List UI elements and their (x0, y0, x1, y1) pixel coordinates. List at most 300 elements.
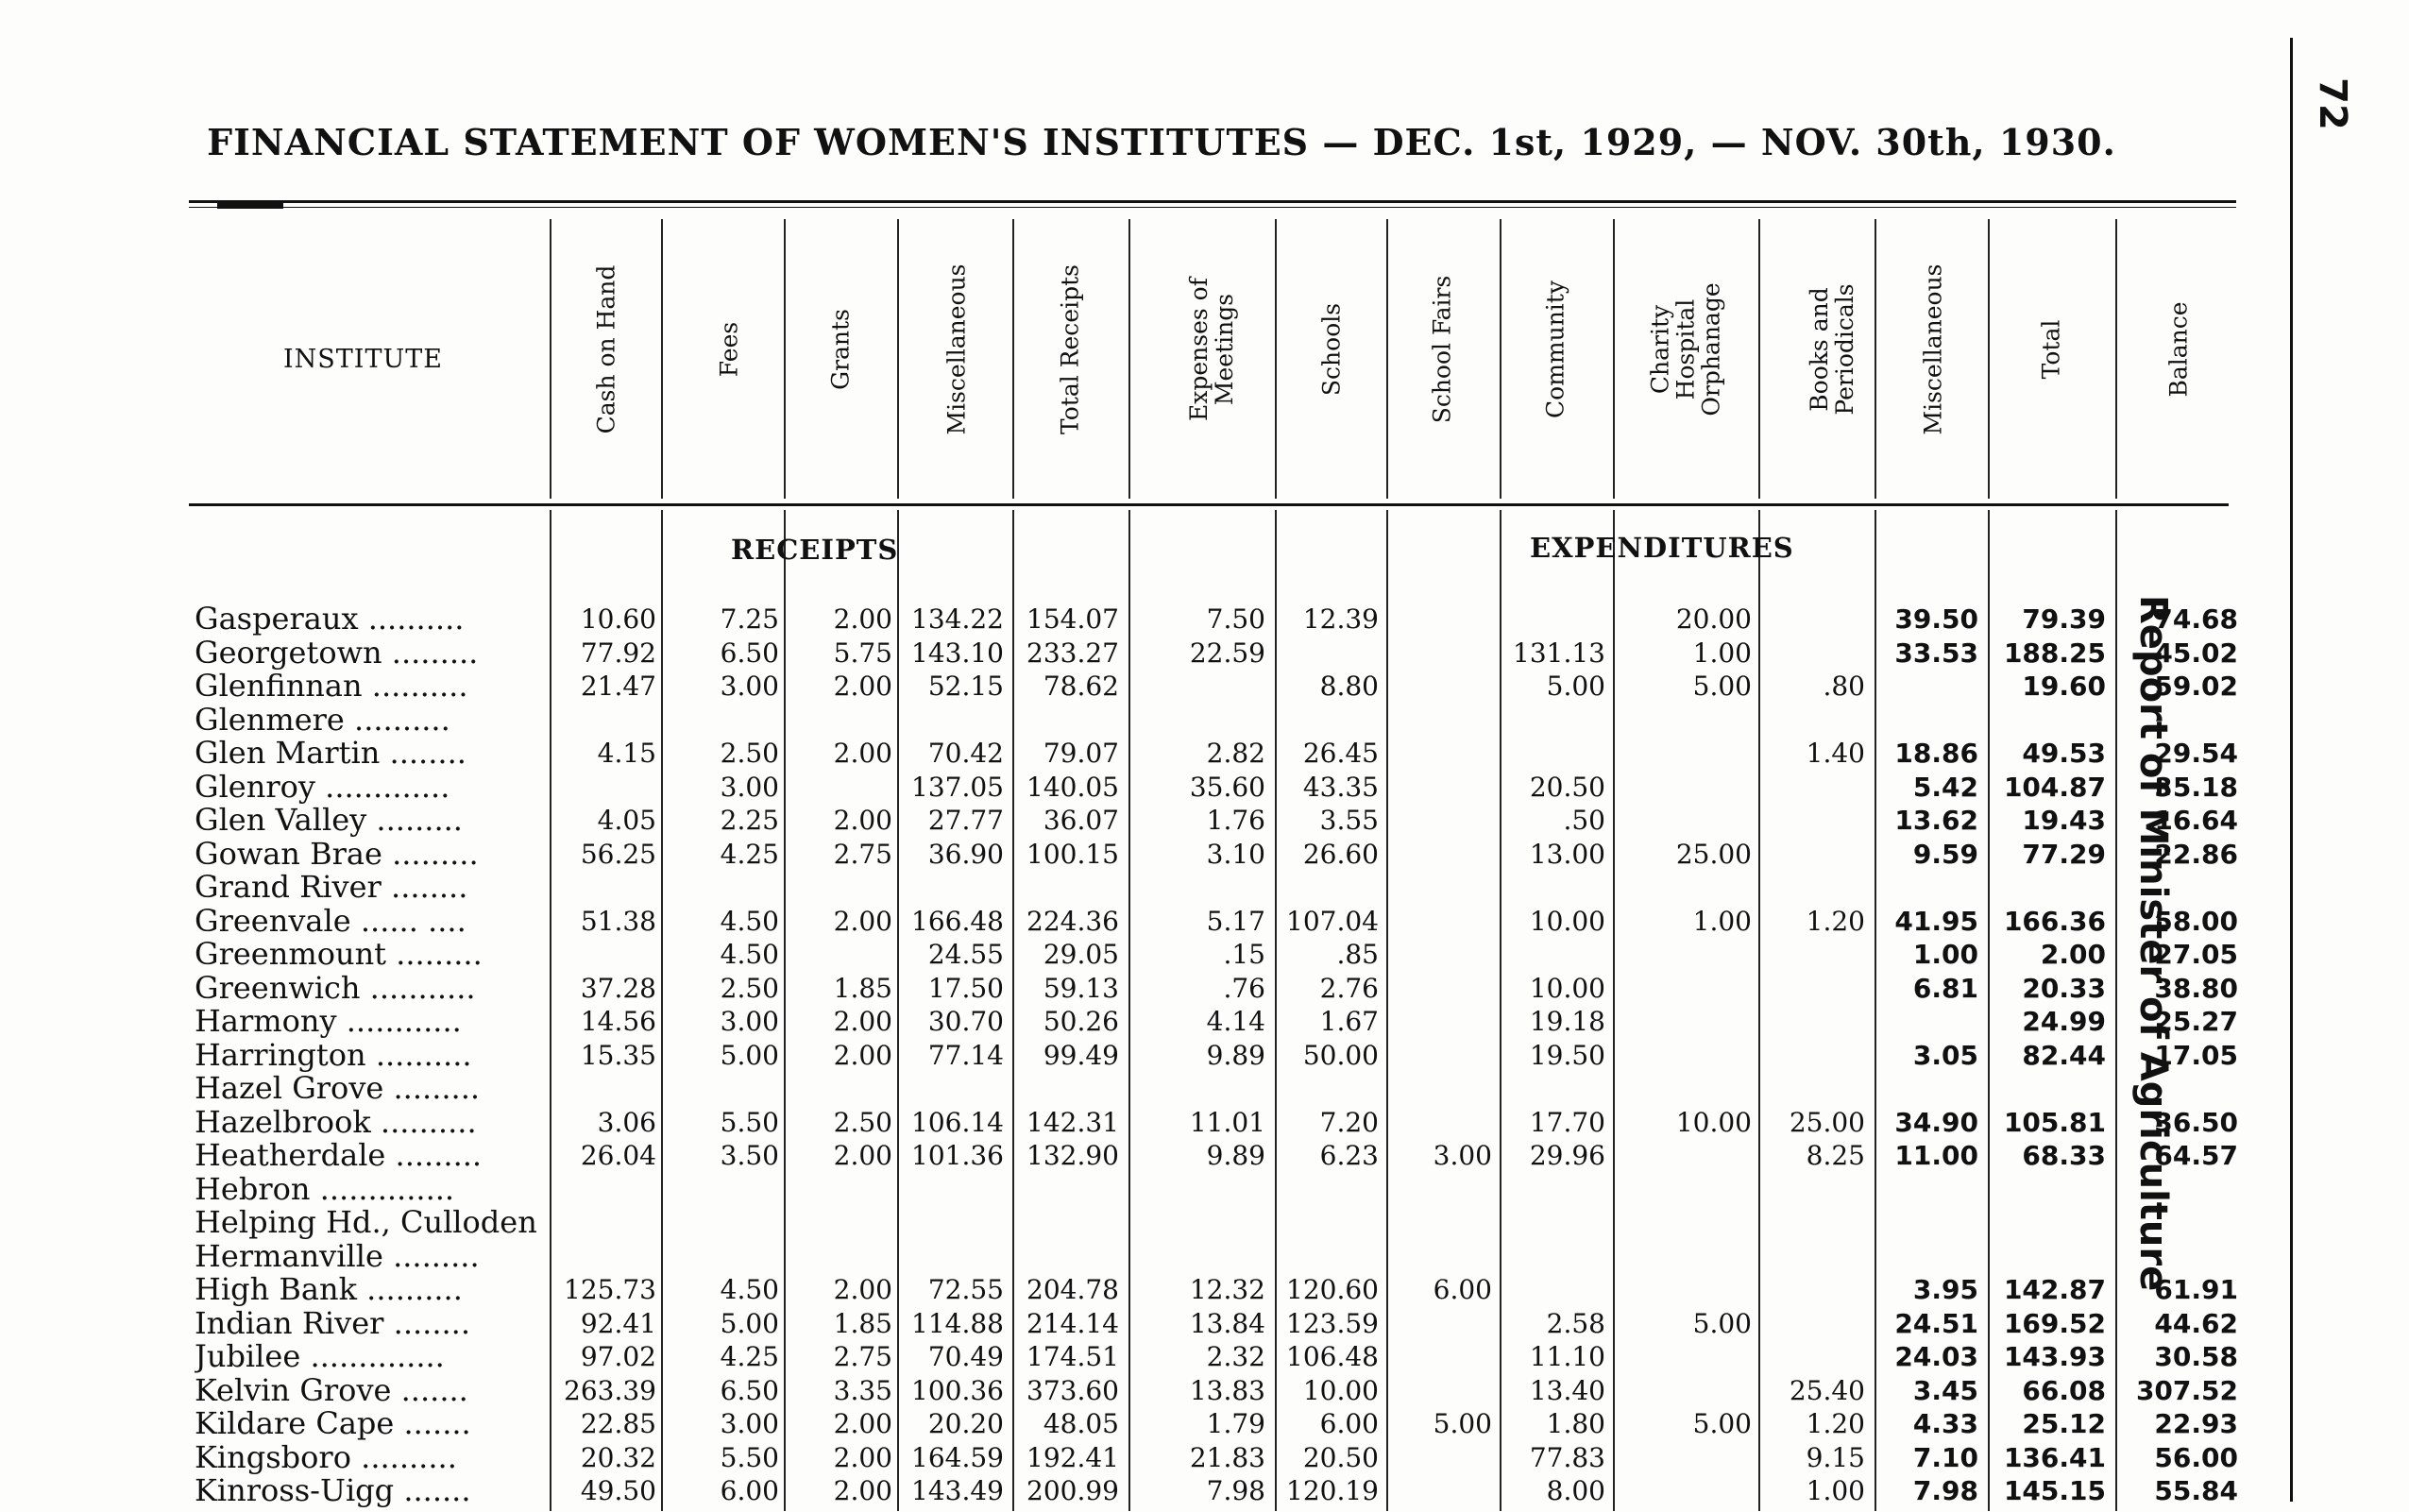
cell-schools: 26.60 (1302, 838, 1379, 870)
cell-school-fairs: 6.00 (1433, 1274, 1492, 1305)
cell-schools: 12.39 (1302, 603, 1379, 635)
cell-cash-on-hand: 125.73 (564, 1274, 656, 1305)
cell-community: 20.50 (1529, 771, 1605, 803)
cell-receipts-miscellaneous: 143.10 (911, 637, 1004, 669)
cell-balance: 61.91 (2154, 1274, 2238, 1305)
header-line: Periodicals (1831, 283, 1858, 416)
institute-name: Hazelbrook .......... (195, 1105, 477, 1139)
cell-balance: 30.58 (2154, 1341, 2238, 1372)
header-expenses-of-meetings (1186, 278, 1237, 421)
header-top-rule (189, 200, 2236, 203)
institute-name: Kildare Cape ....... (195, 1407, 471, 1440)
cell-expenditures-miscellaneous: 18.86 (1894, 738, 1978, 769)
cell-schools: .85 (1336, 939, 1379, 970)
header-line: Balance (2164, 301, 2193, 398)
cell-total: 66.08 (2022, 1374, 2106, 1406)
cell-balance: 22.93 (2154, 1408, 2238, 1439)
cell-receipts-miscellaneous: 106.14 (911, 1106, 1004, 1138)
cell-fees: 2.25 (720, 805, 779, 836)
cell-schools: 26.45 (1302, 738, 1379, 769)
column-rule (1875, 219, 1876, 499)
cell-total-receipts: 140.05 (1026, 771, 1119, 803)
cell-schools: 43.35 (1302, 771, 1379, 803)
cell-community: 17.70 (1529, 1106, 1605, 1138)
cell-total-receipts: 214.14 (1026, 1307, 1119, 1339)
cell-charity-hospital-orphanage: 5.00 (1692, 1408, 1752, 1439)
cell-total: 142.87 (2003, 1274, 2106, 1305)
cell-total: 24.99 (2022, 1006, 2106, 1037)
receipts-label: RECEIPTS (731, 534, 899, 566)
cell-receipts-miscellaneous: 27.77 (927, 805, 1004, 836)
cell-balance: 29.54 (2154, 738, 2238, 769)
cell-charity-hospital-orphanage: 1.00 (1692, 905, 1752, 937)
cell-total-receipts: 224.36 (1026, 905, 1119, 937)
header-line: Miscellaneous (942, 263, 971, 435)
institute-name: Heatherdale ......... (195, 1139, 483, 1172)
cell-total: 2.00 (2040, 939, 2106, 970)
cell-total: 20.33 (2022, 972, 2106, 1004)
cell-cash-on-hand: 77.92 (580, 637, 656, 669)
cell-expenses-of-meetings: 2.82 (1206, 738, 1265, 769)
cell-charity-hospital-orphanage: 20.00 (1675, 603, 1752, 635)
cell-fees: 5.50 (720, 1441, 779, 1473)
institute-name: Helping Hd., Culloden (195, 1206, 537, 1239)
cell-grants: 2.75 (833, 1341, 892, 1372)
header-community (1543, 280, 1569, 418)
institute-name: Gasperaux .......... (195, 603, 465, 636)
cell-grants: 2.00 (833, 1274, 892, 1305)
header-cash-on-hand (594, 265, 619, 434)
expenditures-label: EXPENDITURES (1530, 532, 1794, 564)
column-rule (550, 219, 551, 499)
cell-fees: 2.50 (720, 972, 779, 1004)
cell-community: 77.83 (1529, 1441, 1605, 1473)
cell-receipts-miscellaneous: 17.50 (927, 972, 1004, 1004)
cell-balance: 307.52 (2135, 1374, 2238, 1406)
column-rule (1758, 219, 1760, 499)
cell-schools: 107.04 (1286, 905, 1379, 937)
cell-grants: 1.85 (833, 1307, 892, 1339)
cell-community: 13.00 (1529, 838, 1605, 870)
cell-balance: 25.27 (2154, 1006, 2238, 1037)
cell-fees: 7.25 (720, 603, 779, 635)
cell-balance: 74.68 (2154, 603, 2238, 635)
running-title: Report of Minister of Agriculture (2131, 595, 2175, 1292)
column-rule (1275, 219, 1277, 499)
cell-cash-on-hand: 20.32 (580, 1441, 656, 1473)
cell-total: 77.29 (2022, 838, 2106, 870)
cell-fees: 3.00 (720, 671, 779, 702)
cell-schools: 6.00 (1319, 1408, 1379, 1439)
cell-expenses-of-meetings: 13.83 (1189, 1374, 1265, 1406)
header-line: Grants (826, 309, 855, 390)
header-line: School Fairs (1428, 275, 1456, 424)
cell-total-receipts: 204.78 (1026, 1274, 1119, 1305)
header-line: Meetings (1211, 293, 1238, 406)
cell-schools: 7.20 (1319, 1106, 1379, 1138)
cell-cash-on-hand: 22.85 (580, 1408, 656, 1439)
cell-receipts-miscellaneous: 30.70 (927, 1006, 1004, 1037)
header-thick-mark (217, 202, 283, 209)
cell-expenses-of-meetings: 2.32 (1206, 1341, 1265, 1372)
header-line: Schools (1317, 302, 1346, 397)
institute-name: Hazel Grove ......... (195, 1072, 481, 1105)
header-line: Community (1541, 280, 1569, 418)
cell-cash-on-hand: 14.56 (580, 1006, 656, 1037)
cell-expenses-of-meetings: 1.79 (1206, 1408, 1265, 1439)
institute-name: Harrington .......... (195, 1038, 472, 1072)
cell-balance: 59.02 (2154, 671, 2238, 702)
column-rule (1988, 219, 1990, 499)
cell-school-fairs: 5.00 (1433, 1408, 1492, 1439)
header-line: Total (2037, 319, 2065, 380)
column-rule (1500, 219, 1501, 499)
cell-fees: 4.25 (720, 1341, 779, 1372)
column-rule (2115, 219, 2117, 499)
header-school-fairs (1430, 276, 1455, 424)
cell-community: 10.00 (1529, 972, 1605, 1004)
cell-fees: 3.50 (720, 1140, 779, 1171)
cell-charity-hospital-orphanage: 5.00 (1692, 1307, 1752, 1339)
cell-fees: 4.50 (720, 939, 779, 970)
header-books-and-periodicals (1807, 283, 1858, 415)
institute-header: INSTITUTE (283, 345, 443, 374)
cell-fees: 4.25 (720, 838, 779, 870)
cell-expenses-of-meetings: 7.98 (1206, 1475, 1265, 1506)
cell-total-receipts: 50.26 (1043, 1006, 1119, 1037)
cell-expenditures-miscellaneous: 24.03 (1894, 1341, 1978, 1372)
institute-name: Jubilee .............. (195, 1340, 445, 1373)
cell-balance: 44.62 (2154, 1307, 2238, 1339)
cell-cash-on-hand: 21.47 (580, 671, 656, 702)
header-receipts-miscellaneous (944, 264, 970, 435)
cell-balance: 56.00 (2154, 1441, 2238, 1473)
institute-name: High Bank .......... (195, 1273, 463, 1306)
cell-expenses-of-meetings: 13.84 (1189, 1307, 1265, 1339)
cell-expenditures-miscellaneous: 41.95 (1894, 905, 1978, 937)
cell-receipts-miscellaneous: 100.36 (911, 1374, 1004, 1406)
cell-cash-on-hand: 56.25 (580, 838, 656, 870)
column-rule (1758, 510, 1760, 1511)
cell-total: 19.43 (2022, 805, 2106, 836)
institute-name: Kelvin Grove ....... (195, 1373, 468, 1407)
cell-grants: 2.00 (833, 1039, 892, 1071)
cell-fees: 6.00 (720, 1475, 779, 1506)
column-rule (1613, 219, 1615, 499)
institute-name: Kinross-Uigg ....... (195, 1474, 471, 1507)
cell-community: 8.00 (1546, 1475, 1605, 1506)
cell-cash-on-hand: 3.06 (597, 1106, 656, 1138)
cell-community: 19.50 (1529, 1039, 1605, 1071)
cell-receipts-miscellaneous: 36.90 (927, 838, 1004, 870)
column-rule (784, 219, 786, 499)
cell-total: 136.41 (2003, 1441, 2106, 1473)
cell-receipts-miscellaneous: 114.88 (911, 1307, 1004, 1339)
cell-receipts-miscellaneous: 70.49 (927, 1341, 1004, 1372)
cell-total: 79.39 (2022, 603, 2106, 635)
institute-name: Greenwich ........... (195, 971, 476, 1005)
cell-schools: 3.55 (1319, 805, 1379, 836)
cell-community: 1.80 (1546, 1408, 1605, 1439)
cell-expenses-of-meetings: 5.17 (1206, 905, 1265, 937)
cell-receipts-miscellaneous: 52.15 (927, 671, 1004, 702)
cell-total-receipts: 59.13 (1043, 972, 1119, 1004)
cell-grants: 2.00 (833, 603, 892, 635)
cell-expenditures-miscellaneous: 9.59 (1912, 838, 1978, 870)
margin-rule (2290, 38, 2293, 1502)
cell-charity-hospital-orphanage: 25.00 (1675, 838, 1752, 870)
cell-fees: 6.50 (720, 637, 779, 669)
header-total-receipts (1058, 264, 1083, 434)
cell-expenses-of-meetings: 22.59 (1189, 637, 1265, 669)
institute-name: Glenfinnan .......... (195, 670, 468, 703)
cell-cash-on-hand: 37.28 (580, 972, 656, 1004)
cell-expenditures-miscellaneous: 4.33 (1912, 1408, 1978, 1439)
column-rule (661, 219, 663, 499)
cell-books-and-periodicals: 1.00 (1806, 1475, 1865, 1506)
institute-name: Gowan Brae ......... (195, 837, 479, 871)
column-rule (897, 219, 899, 499)
cell-community: 13.40 (1529, 1374, 1605, 1406)
cell-grants: 2.00 (833, 1475, 892, 1506)
cell-expenditures-miscellaneous: 7.10 (1912, 1441, 1978, 1473)
institute-name: Georgetown ......... (195, 636, 479, 670)
cell-school-fairs: 3.00 (1433, 1140, 1492, 1171)
cell-community: 19.18 (1529, 1006, 1605, 1037)
institute-name: Hebron .............. (195, 1172, 455, 1206)
cell-fees: 6.50 (720, 1374, 779, 1406)
header-total (2039, 320, 2064, 380)
cell-cash-on-hand: 49.50 (580, 1475, 656, 1506)
cell-total-receipts: 373.60 (1026, 1374, 1119, 1406)
cell-receipts-miscellaneous: 70.42 (927, 738, 1004, 769)
cell-fees: 2.50 (720, 738, 779, 769)
header-line: Expenses of (1185, 278, 1213, 421)
cell-fees: 3.00 (720, 771, 779, 803)
cell-expenses-of-meetings: 7.50 (1206, 603, 1265, 635)
cell-balance: 35.18 (2154, 771, 2238, 803)
cell-expenses-of-meetings: 21.83 (1189, 1441, 1265, 1473)
header-line: Charity (1646, 304, 1674, 395)
institute-name: Harmony ............ (195, 1005, 462, 1038)
cell-expenses-of-meetings: 35.60 (1189, 771, 1265, 803)
cell-schools: 2.76 (1319, 972, 1379, 1004)
header-schools (1319, 303, 1345, 396)
cell-expenditures-miscellaneous: 3.45 (1912, 1374, 1978, 1406)
header-line: Fees (715, 321, 743, 378)
cell-expenditures-miscellaneous: 3.05 (1912, 1039, 1978, 1071)
cell-total: 49.53 (2022, 738, 2106, 769)
cell-books-and-periodicals: 25.00 (1789, 1106, 1865, 1138)
institute-name: Greenvale ...... .... (195, 904, 467, 938)
cell-total-receipts: 154.07 (1026, 603, 1119, 635)
cell-schools: 123.59 (1286, 1307, 1379, 1339)
cell-fees: 5.00 (720, 1307, 779, 1339)
cell-balance: 22.86 (2154, 838, 2238, 870)
column-rule (1012, 219, 1014, 499)
cell-total: 145.15 (2003, 1475, 2106, 1506)
cell-grants: 3.35 (833, 1374, 892, 1406)
cell-total-receipts: 36.07 (1043, 805, 1119, 836)
cell-total: 19.60 (2022, 671, 2106, 702)
cell-books-and-periodicals: 9.15 (1806, 1441, 1865, 1473)
cell-books-and-periodicals: 25.40 (1789, 1374, 1865, 1406)
cell-community: 11.10 (1529, 1341, 1605, 1372)
cell-total-receipts: 200.99 (1026, 1475, 1119, 1506)
cell-receipts-miscellaneous: 72.55 (927, 1274, 1004, 1305)
cell-cash-on-hand: 15.35 (580, 1039, 656, 1071)
cell-expenditures-miscellaneous: 5.42 (1912, 771, 1978, 803)
cell-receipts-miscellaneous: 101.36 (911, 1140, 1004, 1171)
cell-schools: 10.00 (1302, 1374, 1379, 1406)
cell-total-receipts: 79.07 (1043, 738, 1119, 769)
cell-fees: 3.00 (720, 1408, 779, 1439)
cell-expenses-of-meetings: 9.89 (1206, 1039, 1265, 1071)
cell-fees: 3.00 (720, 1006, 779, 1037)
institute-name: Grand River ........ (195, 871, 468, 904)
cell-community: 131.13 (1513, 637, 1605, 669)
cell-schools: 6.23 (1319, 1140, 1379, 1171)
cell-total: 105.81 (2003, 1106, 2106, 1138)
cell-total: 104.87 (2003, 771, 2106, 803)
header-expenditures-miscellaneous (1921, 264, 1946, 435)
cell-balance: 16.64 (2154, 805, 2238, 836)
institute-name: Glenroy ............. (195, 770, 450, 804)
cell-total-receipts: 192.41 (1026, 1441, 1119, 1473)
cell-fees: 4.50 (720, 1274, 779, 1305)
header-fees (717, 322, 742, 377)
cell-total-receipts: 48.05 (1043, 1408, 1119, 1439)
header-balance (2166, 301, 2192, 397)
cell-charity-hospital-orphanage: 10.00 (1675, 1106, 1752, 1138)
cell-expenses-of-meetings: 9.89 (1206, 1140, 1265, 1171)
cell-expenses-of-meetings: 4.14 (1206, 1006, 1265, 1037)
cell-balance: 17.05 (2154, 1039, 2238, 1071)
cell-expenditures-miscellaneous: 1.00 (1912, 939, 1978, 970)
header-line: Orphanage (1697, 282, 1725, 416)
cell-schools: 120.60 (1286, 1274, 1379, 1305)
cell-schools: 1.67 (1319, 1006, 1379, 1037)
cell-total-receipts: 78.62 (1043, 671, 1119, 702)
cell-receipts-miscellaneous: 143.49 (911, 1475, 1004, 1506)
header-bottom-rule (189, 503, 2229, 506)
cell-expenses-of-meetings: .15 (1223, 939, 1265, 970)
cell-cash-on-hand: 4.05 (597, 805, 656, 836)
cell-fees: 5.50 (720, 1106, 779, 1138)
cell-schools: 8.80 (1319, 671, 1379, 702)
cell-schools: 106.48 (1286, 1341, 1379, 1372)
cell-grants: 2.00 (833, 1006, 892, 1037)
cell-charity-hospital-orphanage: 1.00 (1692, 637, 1752, 669)
cell-receipts-miscellaneous: 137.05 (911, 771, 1004, 803)
cell-books-and-periodicals: 1.20 (1806, 905, 1865, 937)
header-line: Miscellaneous (1919, 263, 1947, 435)
column-rule (1128, 219, 1130, 499)
page-number: 72 (2311, 77, 2354, 130)
cell-expenses-of-meetings: 12.32 (1189, 1274, 1265, 1305)
cell-cash-on-hand: 4.15 (597, 738, 656, 769)
cell-expenditures-miscellaneous: 39.50 (1894, 603, 1978, 635)
cell-expenditures-miscellaneous: 13.62 (1894, 805, 1978, 836)
cell-fees: 4.50 (720, 905, 779, 937)
cell-expenses-of-meetings: 1.76 (1206, 805, 1265, 836)
cell-books-and-periodicals: 1.20 (1806, 1408, 1865, 1439)
cell-community: .50 (1563, 805, 1605, 836)
cell-grants: 1.85 (833, 972, 892, 1004)
cell-total-receipts: 233.27 (1026, 637, 1119, 669)
page-title: FINANCIAL STATEMENT OF WOMEN'S INSTITUTES — DEC. 1st, 1929, — NOV. 30th, 1930. (207, 121, 2116, 163)
cell-total-receipts: 174.51 (1026, 1341, 1119, 1372)
cell-receipts-miscellaneous: 134.22 (911, 603, 1004, 635)
cell-cash-on-hand: 10.60 (580, 603, 656, 635)
cell-schools: 120.19 (1286, 1475, 1379, 1506)
header-line: Cash on Hand (592, 264, 620, 434)
cell-total-receipts: 142.31 (1026, 1106, 1119, 1138)
institute-name: Indian River ........ (195, 1306, 471, 1340)
header-line: Total Receipts (1056, 264, 1084, 434)
cell-balance: 58.00 (2154, 905, 2238, 937)
cell-receipts-miscellaneous: 20.20 (927, 1408, 1004, 1439)
cell-total: 166.36 (2003, 905, 2106, 937)
cell-grants: 2.00 (833, 1441, 892, 1473)
cell-schools: 20.50 (1302, 1441, 1379, 1473)
cell-total: 68.33 (2022, 1140, 2106, 1171)
header-line: Books and (1806, 287, 1833, 412)
cell-cash-on-hand: 51.38 (580, 905, 656, 937)
cell-grants: 2.00 (833, 738, 892, 769)
cell-fees: 5.00 (720, 1039, 779, 1071)
cell-books-and-periodicals: 1.40 (1806, 738, 1865, 769)
cell-cash-on-hand: 26.04 (580, 1140, 656, 1171)
cell-total: 25.12 (2022, 1408, 2106, 1439)
cell-total-receipts: 132.90 (1026, 1140, 1119, 1171)
cell-receipts-miscellaneous: 164.59 (911, 1441, 1004, 1473)
cell-community: 5.00 (1546, 671, 1605, 702)
cell-community: 2.58 (1546, 1307, 1605, 1339)
cell-receipts-miscellaneous: 24.55 (927, 939, 1004, 970)
cell-balance: 36.50 (2154, 1106, 2238, 1138)
cell-total: 82.44 (2022, 1039, 2106, 1071)
cell-community: 10.00 (1529, 905, 1605, 937)
cell-balance: 38.80 (2154, 972, 2238, 1004)
cell-expenses-of-meetings: 3.10 (1206, 838, 1265, 870)
institute-name: Glen Martin ........ (195, 737, 467, 770)
cell-receipts-miscellaneous: 77.14 (927, 1039, 1004, 1071)
institute-name: Greenmount ......... (195, 938, 483, 971)
cell-receipts-miscellaneous: 166.48 (911, 905, 1004, 937)
cell-expenditures-miscellaneous: 24.51 (1894, 1307, 1978, 1339)
cell-cash-on-hand: 97.02 (580, 1341, 656, 1372)
cell-grants: 2.00 (833, 671, 892, 702)
cell-cash-on-hand: 263.39 (564, 1374, 656, 1406)
cell-schools: 50.00 (1302, 1039, 1379, 1071)
cell-grants: 2.00 (833, 905, 892, 937)
cell-total-receipts: 99.49 (1043, 1039, 1119, 1071)
cell-expenditures-miscellaneous: 7.98 (1912, 1475, 1978, 1506)
cell-grants: 2.00 (833, 805, 892, 836)
cell-total-receipts: 29.05 (1043, 939, 1119, 970)
cell-balance: 64.57 (2154, 1140, 2238, 1171)
cell-total: 169.52 (2003, 1307, 2106, 1339)
cell-expenditures-miscellaneous: 6.81 (1912, 972, 1978, 1004)
cell-total: 143.93 (2003, 1341, 2106, 1372)
cell-grants: 5.75 (833, 637, 892, 669)
cell-cash-on-hand: 92.41 (580, 1307, 656, 1339)
cell-expenditures-miscellaneous: 3.95 (1912, 1274, 1978, 1305)
cell-books-and-periodicals: 8.25 (1806, 1140, 1865, 1171)
cell-total: 188.25 (2003, 637, 2106, 669)
cell-grants: 2.75 (833, 838, 892, 870)
